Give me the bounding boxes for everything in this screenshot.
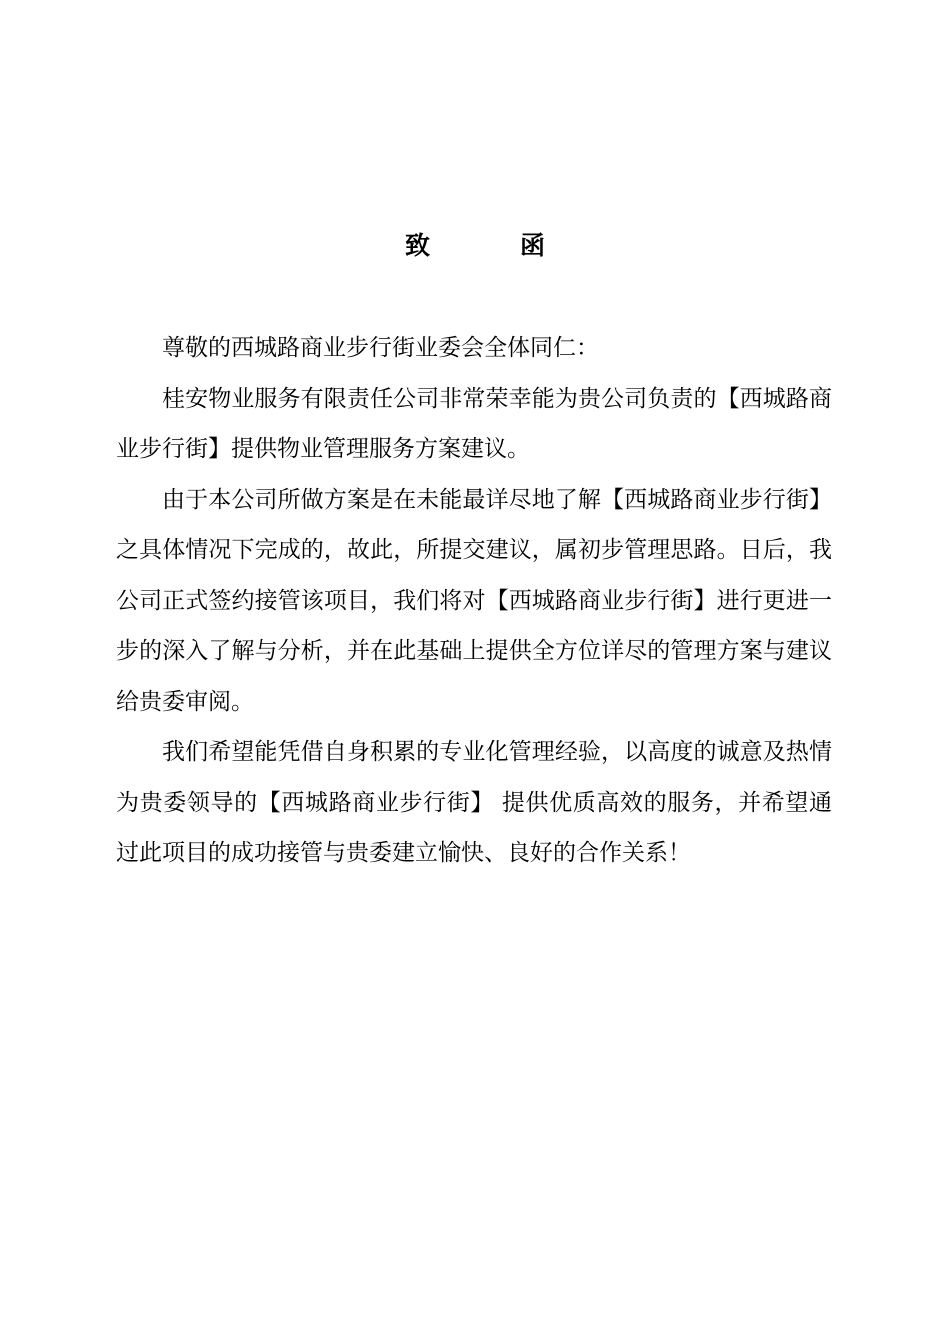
letter-body: [116, 323, 832, 879]
salutation: 尊敬的西城路商业步行街业委会全体同仁：: [162, 335, 599, 361]
paragraph-intro: 桂安物业服务有限责任公司非常荣幸能为贵公司负责的【西城路商业步行街】提供物业管理服务方案建议。: [116, 385, 832, 462]
letter-title: [0, 228, 950, 264]
paragraph-closing: 我们希望能凭借自身积累的专业化管理经验，以高度的诚意及热情为贵委领导的【西城路商业步行街】 提供优质高效的服务，并希望通过此项目的成功接管与贵委建立愉快、良好的合作关系！: [116, 739, 832, 866]
title-char-left: 致: [404, 231, 430, 260]
paragraph-scope: 由于本公司所做方案是在未能最详尽地了解【西城路商业步行街】 之具体情况下完成的，故此，所提交建议，属初步管理思路。日后，我公司正式签约接管该项目，我们将对【西城路商业步行街】进行更进一步的深入了解与分析，并在此基础上提供全方位详尽的管理方案与建议给贵委审阅。: [116, 486, 832, 715]
title-char-right: 函: [520, 231, 546, 260]
